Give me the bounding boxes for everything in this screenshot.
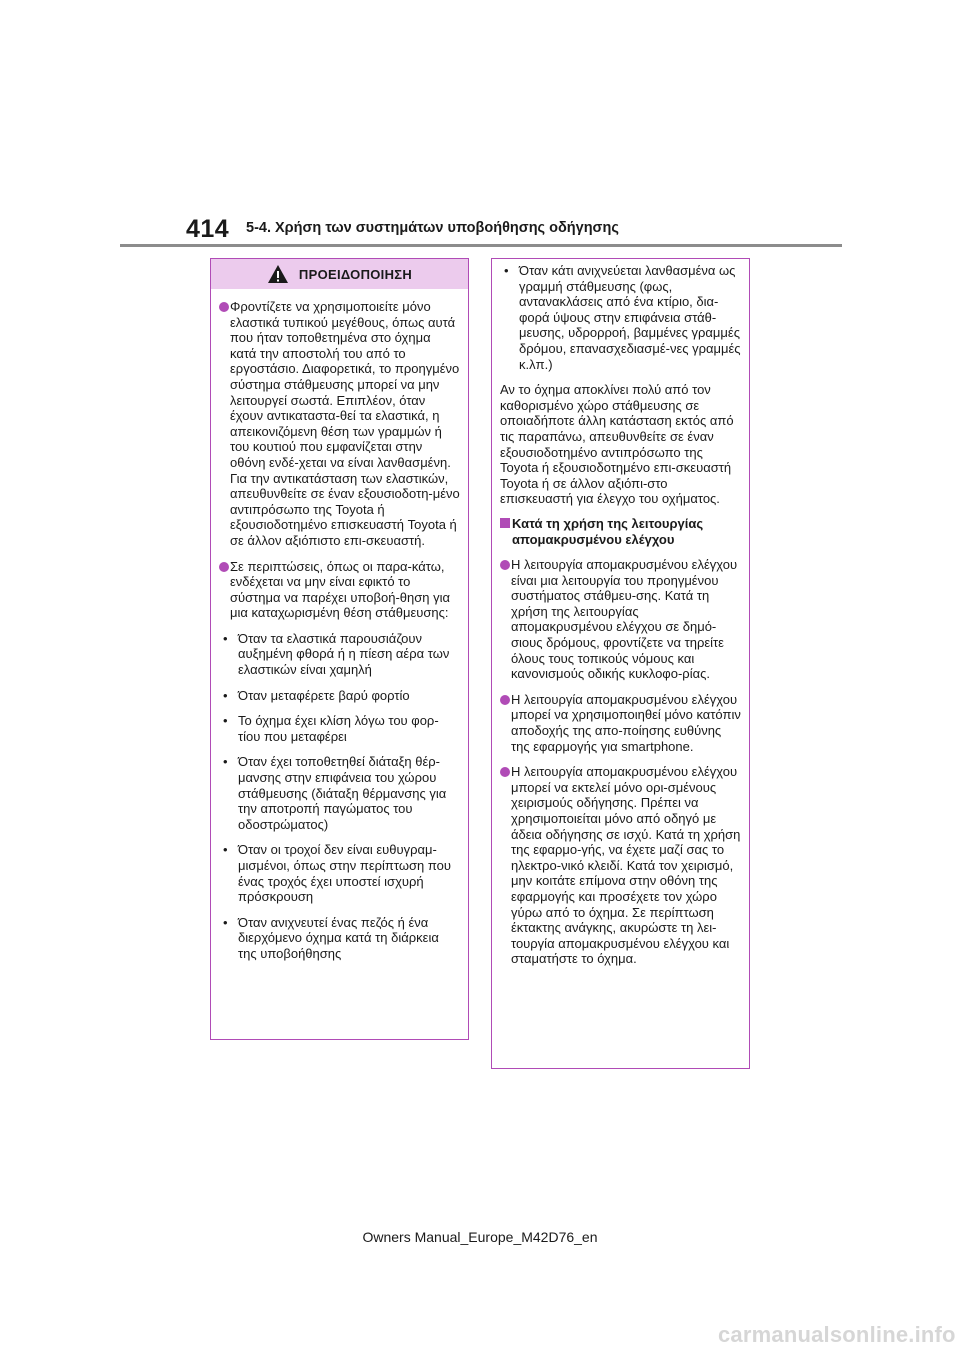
warning-bullet-text: Όταν κάτι ανιχνεύεται λανθασμένα ως γραμμή στάθμευσης (φως, αντανακλάσεις από ένα κτίριο, δια-φορά ύψους στην επιφάνεια στάθ-μευσης, υδρορροή, βαμμένες γραμμές δρόμου, επανασχεδιασμέ-νες γραμμές κ.λπ.) [519,263,741,372]
warning-bullet [219,754,460,832]
warning-bullet-text: Το όχημα έχει κλίση λόγω του φορ-τίου που μεταφέρει [238,713,439,744]
warning-bullet [219,915,460,962]
warning-bullet-text: Όταν μεταφέρετε βαρύ φορτίο [238,687,410,703]
square-bullet-icon [500,518,510,528]
warning-bullet [219,713,460,744]
subheading [500,516,741,547]
circle-bullet-icon [500,767,510,777]
warning-item-text: Η λειτουργία απομακρυσμένου ελέγχου μπορεί να εκτελεί μόνο ορι-σμένους χειρισμούς οδήγησης. Πρέπει να χρησιμοποιείται μόνο από οδηγό με άδεια οδήγησης σε ισχύ. Κατά τη χρήση της εφαρμο-γής, να έχετε μαζί σας το ηλεκτρο-νικό κλειδί. Κατά τον χειρισμό, μην κοιτάτε επίμονα στην οθόνη της εφαρμογής και προσέχετε τον χώρο γύρω από το όχημα. Σε περίπτωση έκτακτης ανάγκης, ακυρώστε τη λει-τουργία απομακρυσμένου ελέγχου και σταματήστε το όχημα. [511,764,741,967]
warning-bullet [219,842,460,904]
bullet-mark: • [223,842,228,858]
subheading-text: Κατά τη χρήση της λειτουργίας απομακρυσμένου ελέγχου [512,515,704,547]
warning-bullet [219,631,460,678]
section-title: 5-4. Χρήση των συστημάτων υποβοήθησης οδήγησης [246,220,619,236]
warning-item [500,557,741,682]
warning-item [500,692,741,754]
circle-bullet-icon [219,562,229,572]
bullet-mark: • [504,263,509,278]
circle-bullet-icon [500,695,510,705]
warning-bullet-text: Όταν οι τροχοί δεν είναι ευθυγραμ-μισμένοι, όπως στην περίπτωση που ένας τροχός έχει υποστεί ισχυρή πρόσκρουση [238,842,451,905]
bullet-mark: • [223,914,228,930]
warning-bullet [500,263,741,372]
warning-bullet-text: Όταν έχει τοποθετηθεί διάταξη θέρ-μανσης στην επιφάνεια του χώρου στάθμευσης (διάταξη θέρμανσης για την αποτροπή παγώματος του οδοστρώματος) [238,754,447,832]
page-number: 414 [186,215,230,243]
warning-item-text: Η λειτουργία απομακρυσμένου ελέγχου μπορεί να χρησιμοποιηθεί μόνο κατόπιν αποδοχής της απο-ποίησης ευθύνης της εφαρμογής για smartphone. [511,691,741,754]
circle-bullet-icon [219,302,229,312]
warning-paragraph: Αν το όχημα αποκλίνει πολύ από τον καθορισμένο χώρο στάθμευσης σε οποιαδήποτε άλλη κατάσταση εκτός από τις παραπάνω, απευθυνθείτε σε έναν εξουσιοδοτημένο αντιπρόσωπο της Toyota ή εξουσιοδοτημένο επι-σκευαστή Toyota ή σε άλλον αξιόπι-στο επισκευαστή για έλεγχο του οχήματος. [500,382,734,507]
warning-body [211,289,468,962]
warning-box-continued [491,258,750,1069]
bullet-mark: • [223,754,228,770]
circle-bullet-icon [500,560,510,570]
warning-item [219,559,460,621]
warning-triangle-icon [267,264,289,284]
warning-bullet [219,688,460,704]
warning-bullet-text: Όταν ανιχνευτεί ένας πεζός ή ένα διερχόμενο όχημα κατά τη διάρκεια της υποβοήθησης [238,914,439,961]
warning-item [219,299,460,549]
watermark: carmanualsonline.info [718,1322,956,1347]
warning-item [500,764,741,967]
warning-box [210,258,469,1040]
bullet-mark: • [223,630,228,646]
bullet-mark: • [223,687,228,703]
warning-title: ΠΡΟΕΙΔΟΠΟΙΗΣΗ [298,266,413,282]
warning-body-continued [492,259,749,967]
bullet-mark: • [223,713,228,729]
header-rule [120,244,842,247]
warning-item-text: Φροντίζετε να χρησιμοποιείτε μόνο ελαστικά τυπικού μεγέθους, όπως αυτά που ήταν τοποθετημένα στο όχημα κατά την αποστολή του από το εργοστάσιο. Διαφορετικά, το προηγμένο σύστημα στάθμευσης μπορεί να μην λειτουργεί σωστά. Επιπλέον, όταν έχουν αντικαταστα-θεί τα ελαστικά, η απεικονιζόμενη θέση των γραμμών ή του κουτιού που εμφανίζεται στην οθόνη ενδέ-χεται να είναι λανθασμένη. Για την αντικατάσταση των ελαστικών, απευθυνθείτε σε έναν εξουσιοδοτη-μένο αντιπρόσωπο της Toyota ή εξουσιοδοτημένο επισκευαστή Toyota ή σε άλλον αξιόπιστο επι-σκευαστή. [230,299,460,548]
warning-item-text: Η λειτουργία απομακρυσμένου ελέγχου είναι μια λειτουργία του προηγμένου συστήματος στάθμευ-σης. Κατά τη χρήση της λειτουργίας απομακρυσμένου ελέγχου σε δημό-σιους δρόμους, φροντίζετε να τηρείτε όλους τους τοπικούς νόμους και κανονισμούς οδικής κυκλοφο-ρίας. [511,557,738,682]
warning-header [211,259,468,289]
warning-item-text: Σε περιπτώσεις, όπως οι παρα-κάτω, ενδέχεται να μην είναι εφικτό το σύστημα να παρέχει υποβοή-θηση για μια καταχωρισμένη θέση στάθμευσης: [230,558,450,621]
footer-text: Owners Manual_Europe_M42D76_en [362,1229,598,1245]
warning-bullet-text: Όταν τα ελαστικά παρουσιάζουν αυξημένη φθορά ή η πίεση αέρα των ελαστικών είναι χαμηλή [238,630,450,678]
